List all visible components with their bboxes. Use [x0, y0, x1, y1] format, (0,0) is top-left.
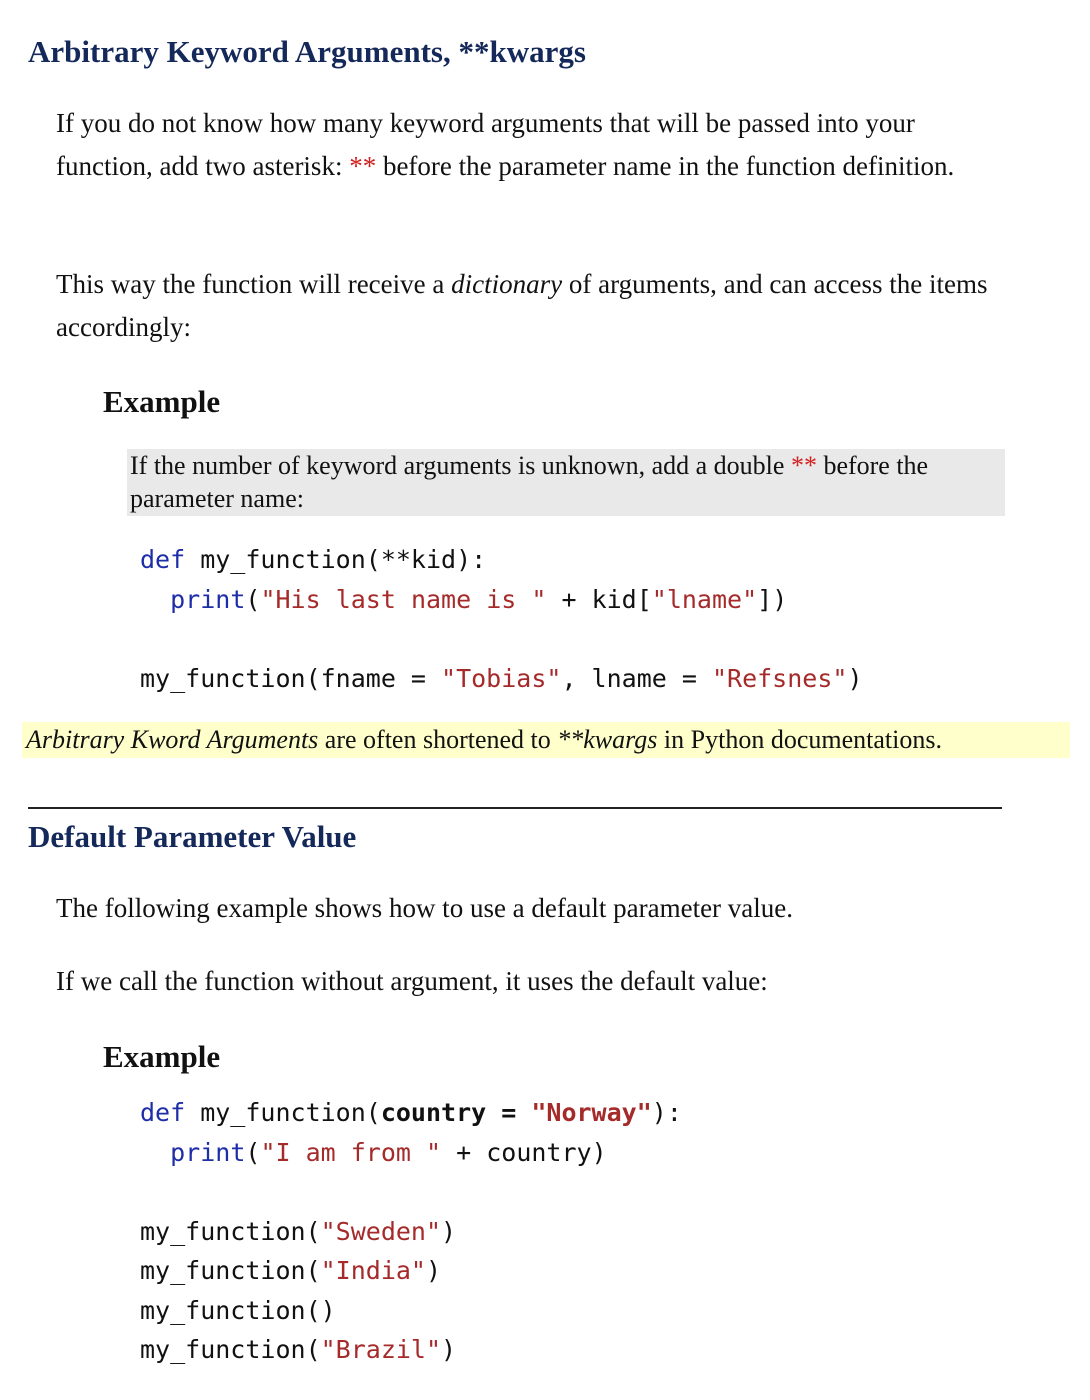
kwargs-highlight-note: [22, 722, 1070, 758]
code-text: my_function(: [140, 1216, 321, 1246]
text: If the number of keyword arguments is unknown, add a double: [130, 451, 791, 480]
code-text: ): [441, 1216, 457, 1246]
code-text: ): [847, 663, 863, 693]
code-text: + country): [441, 1137, 607, 1167]
string-literal: "Refsnes": [711, 663, 848, 693]
text: If you do not know how many keyword arguments that will be passed into your function, add two asterisk:: [56, 108, 915, 181]
code-text: ):: [651, 1098, 682, 1127]
keyword: def: [140, 1098, 186, 1127]
default-explanation-paragraph: If we call the function without argument, it uses the default value:: [56, 966, 768, 996]
code-text: + kid[: [546, 584, 652, 614]
string-literal: "I am from ": [260, 1137, 442, 1167]
code-text: my_function(: [185, 1098, 381, 1127]
code-text: my_function(): [140, 1295, 336, 1325]
parameter-name: country: [380, 1098, 487, 1127]
string-literal: "Norway": [531, 1098, 652, 1127]
asterisk-marker: **: [790, 451, 817, 480]
code-text: my_function(: [140, 1256, 321, 1285]
emphasis: Arbitrary Kword Arguments: [26, 725, 319, 754]
code-text: ): [425, 1256, 442, 1285]
string-literal: "India": [320, 1256, 426, 1285]
keyword: def: [140, 545, 186, 574]
text: of arguments, and can access the items accordingly:: [56, 269, 988, 342]
text: are often shortened to: [318, 725, 558, 754]
example-heading: Example: [103, 384, 221, 419]
string-literal: "His last name is ": [260, 584, 547, 614]
kwargs-code-block: [140, 540, 863, 698]
code-text: my_function(: [140, 1335, 321, 1364]
code-text: ): [441, 1335, 457, 1364]
example-note-box: [127, 449, 1005, 516]
string-literal: "lname": [651, 584, 758, 614]
keyword: print: [170, 1137, 246, 1167]
code-text: (: [245, 1137, 261, 1167]
section-divider: [28, 807, 1002, 809]
code-text: my_function(**kid):: [185, 545, 487, 574]
text: before the parameter name:: [130, 451, 929, 513]
text: This way the function will receive a: [56, 269, 452, 299]
code-text: , lname =: [561, 663, 712, 693]
kwargs-intro-paragraph: [56, 102, 1016, 188]
asterisk-marker: **: [349, 151, 377, 181]
kwargs-dictionary-paragraph: [56, 263, 1016, 349]
code-text: ]): [757, 584, 788, 614]
default-code-block: [140, 1093, 682, 1370]
code-text: my_function(fname =: [140, 663, 442, 693]
default-intro-paragraph: The following example shows how to use a default parameter value.: [56, 893, 794, 923]
code-text: =: [486, 1098, 532, 1127]
emphasis: **kwargs: [557, 725, 658, 754]
text: before the parameter name in the function definition.: [376, 151, 955, 181]
keyword: print: [170, 584, 246, 614]
code-text: (: [245, 584, 261, 614]
string-literal: "Tobias": [441, 663, 562, 693]
emphasis: dictionary: [451, 269, 563, 299]
example-heading: Example: [103, 1039, 221, 1074]
text: in Python documentations.: [657, 725, 942, 754]
section-title-default-parameter: Default Parameter Value: [28, 819, 357, 854]
section-title-kwargs: Arbitrary Keyword Arguments, **kwargs: [28, 34, 586, 69]
string-literal: "Sweden": [320, 1216, 442, 1246]
string-literal: "Brazil": [320, 1335, 442, 1364]
